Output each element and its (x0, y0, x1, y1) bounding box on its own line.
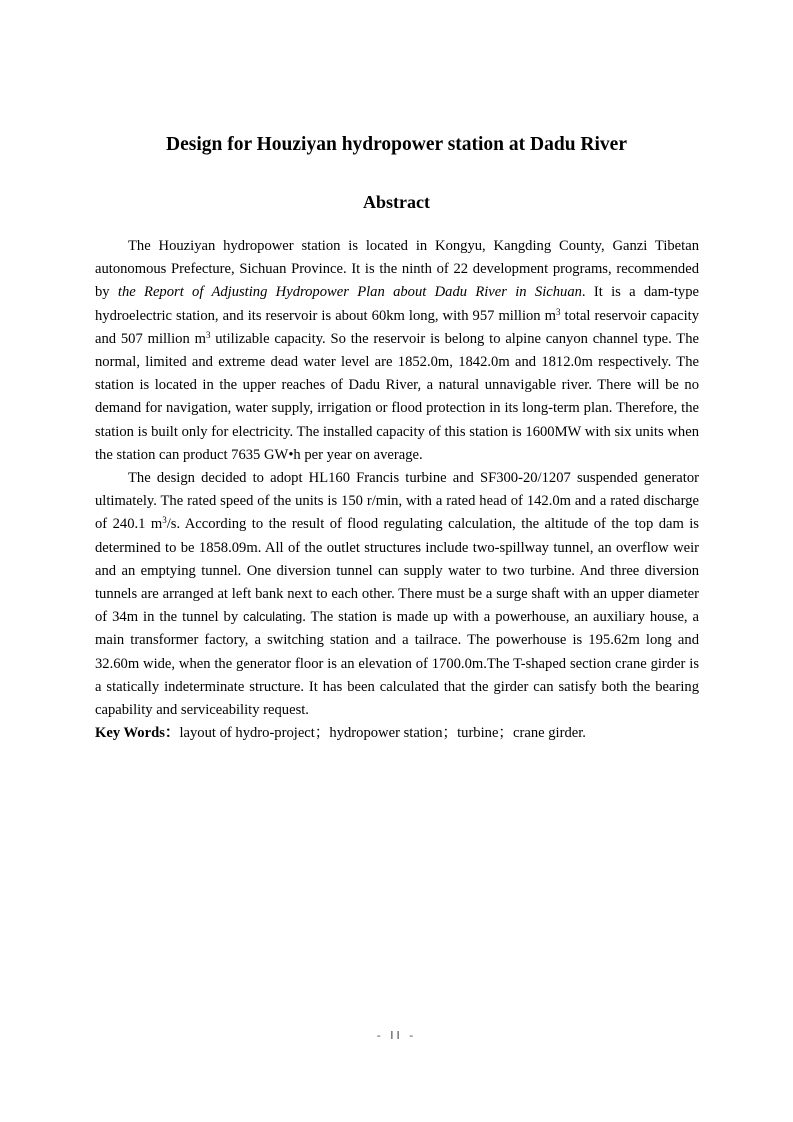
calculating-word: calculating (243, 610, 303, 625)
paragraph-2-text-a: The design decided to adopt HL160 Francis turbine and SF300-20/1207 suspended generator ultimately. The rated speed of the units is 150 r/min, with a rated head of 142.0m and a rated discharge of 240.1 m (95, 470, 699, 533)
superscript-cubic: 3 (162, 515, 167, 526)
report-title-italic: the Report of Adjusting Hydropower Plan about Dadu River in Sichuan (117, 284, 582, 301)
paragraph-2-text-b: /s. According to the result of flood regulating calculation, the altitude of the top dam is determined to be 1858.09m. All of the outlet structures include two-spillway tunnel, an overflow weir and an emptying tunnel. One diversion tunnel can supply water to two turbine. And three diversion tunnels are arranged at left bank next to each other. There must be a surge shaft with an upper diameter of 34m in the tunnel by (95, 516, 699, 626)
abstract-heading: Abstract (363, 192, 430, 212)
paragraph-1-text-a: The Houziyan hydropower station is located in Kongyu, Kangding County, Ganzi Tibetan autonomous Prefecture, Sichuan Province. It is the ninth of 22 development programs, recommended by (95, 238, 699, 301)
key-words-text: layout of hydro-project；hydropower station；turbine；crane girder. (179, 725, 586, 742)
abstract-body (95, 235, 699, 745)
key-words (95, 722, 699, 745)
paper-title: Design for Houziyan hydropower station at Dadu River (166, 134, 627, 155)
page-number: - II - (376, 1029, 417, 1042)
paragraph-1-text-b: . It is a dam-type hydroelectric station, and its reservoir is about 60km long, with 957 million m (95, 284, 700, 324)
paragraph-1-text-d: utilizable capacity. So the reservoir is belong to alpine canyon channel type. The normal, limited and extreme dead water level are 1852.0m, 1842.0m and 1812.0m respectively. The station is located in the upper reaches of Dadu River, a natural unnavigable river. There will be no demand for navigation, water supply, irrigation or flood protection in its long-term plan. Therefore, the station is built only for electricity. The installed capacity of this station is 1600MW with six units when the station can product 7635 GW•h per year on average. (95, 330, 699, 463)
abstract-paragraph-1 (95, 235, 699, 467)
superscript-cubic: 3 (556, 306, 561, 317)
abstract-paragraph-2 (95, 467, 699, 722)
superscript-cubic: 3 (205, 329, 211, 340)
key-words-label: Key Words： (95, 725, 180, 742)
paragraph-2-text-c: . The station is made up with a powerhouse, an auxiliary house, a main transformer factory, a switching station and a tailrace. The powerhouse is 195.62m long and 32.60m wide, when the generator floor is an elevation of 1700.0m.The T-shaped section crane girder is a statically indeterminate structure. It has been calculated that the girder can satisfy both the bearing capability and serviceability request. (95, 609, 700, 719)
paragraph-1-text-c: total reservoir capacity and 507 million m (95, 307, 700, 347)
